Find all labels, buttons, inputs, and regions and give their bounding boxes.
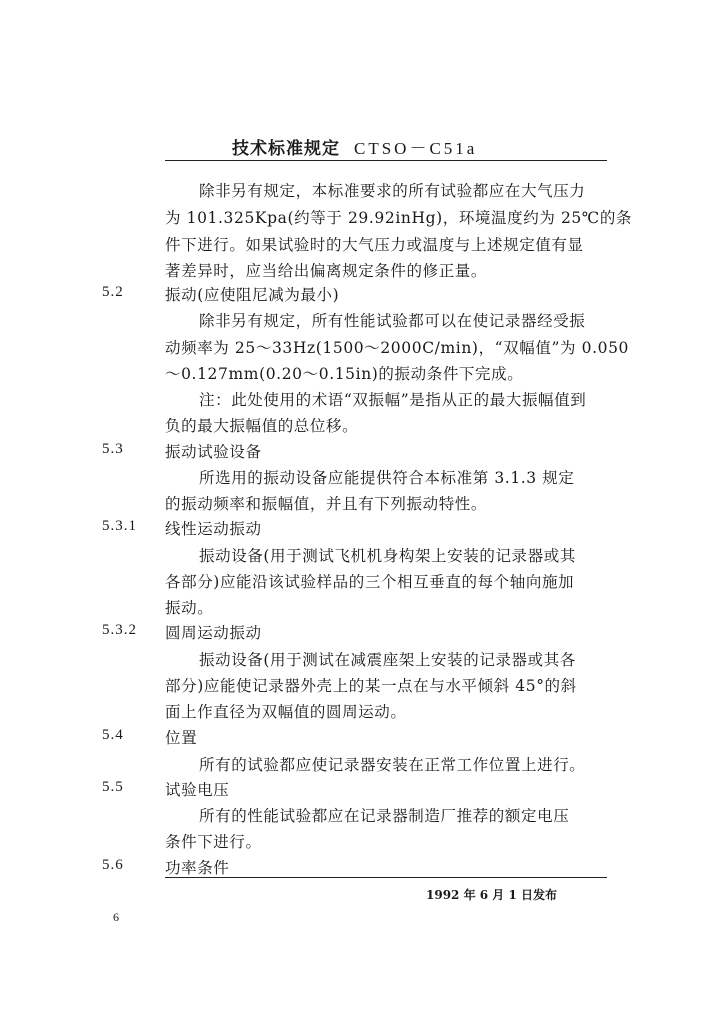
- note-line: 注：此处使用的术语“双振幅”是指从正的最大振幅值到: [199, 391, 587, 409]
- body-line: 部分)应能使记录器外壳上的某一点在与水平倾斜 45°的斜: [165, 677, 577, 695]
- page-number: 6: [113, 910, 119, 924]
- note-line: 负的最大振幅值的总位移。: [165, 417, 359, 435]
- section-number: 5.3.2: [102, 622, 137, 638]
- section-heading: 线性运动振动: [165, 520, 262, 538]
- body-line: 所有的试验都应使记录器安装在正常工作位置上进行。: [199, 756, 586, 774]
- body-line: 除非另有规定，所有性能试验都可以在使记录器经受振: [199, 312, 586, 330]
- body-line: 各部分)应能沿该试验样品的三个相互垂直的每个轴向施加: [165, 573, 575, 591]
- section-heading: 试验电压: [165, 781, 230, 799]
- section-heading: 振动试验设备: [165, 443, 262, 461]
- body-line: 除非另有规定，本标准要求的所有试验都应在大气压力: [199, 182, 586, 200]
- header-code: CTSO－C51a: [354, 139, 478, 158]
- header-rule: [165, 160, 607, 161]
- section-number: 5.3: [102, 441, 124, 457]
- section-number: 5.3.1: [102, 518, 137, 534]
- body-line: 所选用的振动设备应能提供符合本标准第 3.1.3 规定: [199, 469, 575, 487]
- header-title: 技术标准规定: [232, 139, 340, 159]
- body-line: 条件下进行。: [165, 833, 262, 851]
- section-heading: 位置: [165, 729, 198, 747]
- body-line: 动频率为 25～33Hz(1500～2000C/min)，“双幅值”为 0.050: [165, 339, 630, 357]
- body-line: 著差异时，应当给出偏离规定条件的修正量。: [165, 262, 488, 280]
- body-line: 面上作直径为双幅值的圆周运动。: [165, 703, 407, 721]
- body-line: 振动。: [165, 599, 214, 617]
- body-line: 件下进行。如果试验时的大气压力或温度与上述规定值有显: [165, 236, 584, 254]
- section-heading: 振动(应使阻尼减为最小): [165, 286, 340, 304]
- footer-rule: [165, 877, 607, 878]
- section-number: 5.4: [102, 727, 124, 743]
- section-heading: 圆周运动振动: [165, 624, 262, 642]
- page-header: [232, 134, 477, 159]
- section-number: 5.5: [102, 779, 124, 795]
- body-line: 的振动频率和振幅值，并且有下列振动特性。: [165, 495, 488, 513]
- section-number: 5.2: [102, 284, 124, 300]
- body-line: 振动设备(用于测试飞机机身构架上安装的记录器或其: [199, 547, 576, 565]
- body-line: ～0.127mm(0.20～0.15in)的振动条件下完成。: [165, 365, 524, 383]
- section-heading: 功率条件: [165, 859, 230, 877]
- body-line: 为 101.325Kpa(约等于 29.92inHg)，环境温度约为 25℃的条: [165, 209, 633, 227]
- body-line: 振动设备(用于测试在减震座架上安装的记录器或其各: [199, 651, 576, 669]
- section-number: 5.6: [102, 857, 124, 873]
- body-line: 所有的性能试验都应在记录器制造厂推荐的额定电压: [199, 807, 570, 825]
- publish-date: 1992 年 6 月 1 日发布: [426, 888, 557, 902]
